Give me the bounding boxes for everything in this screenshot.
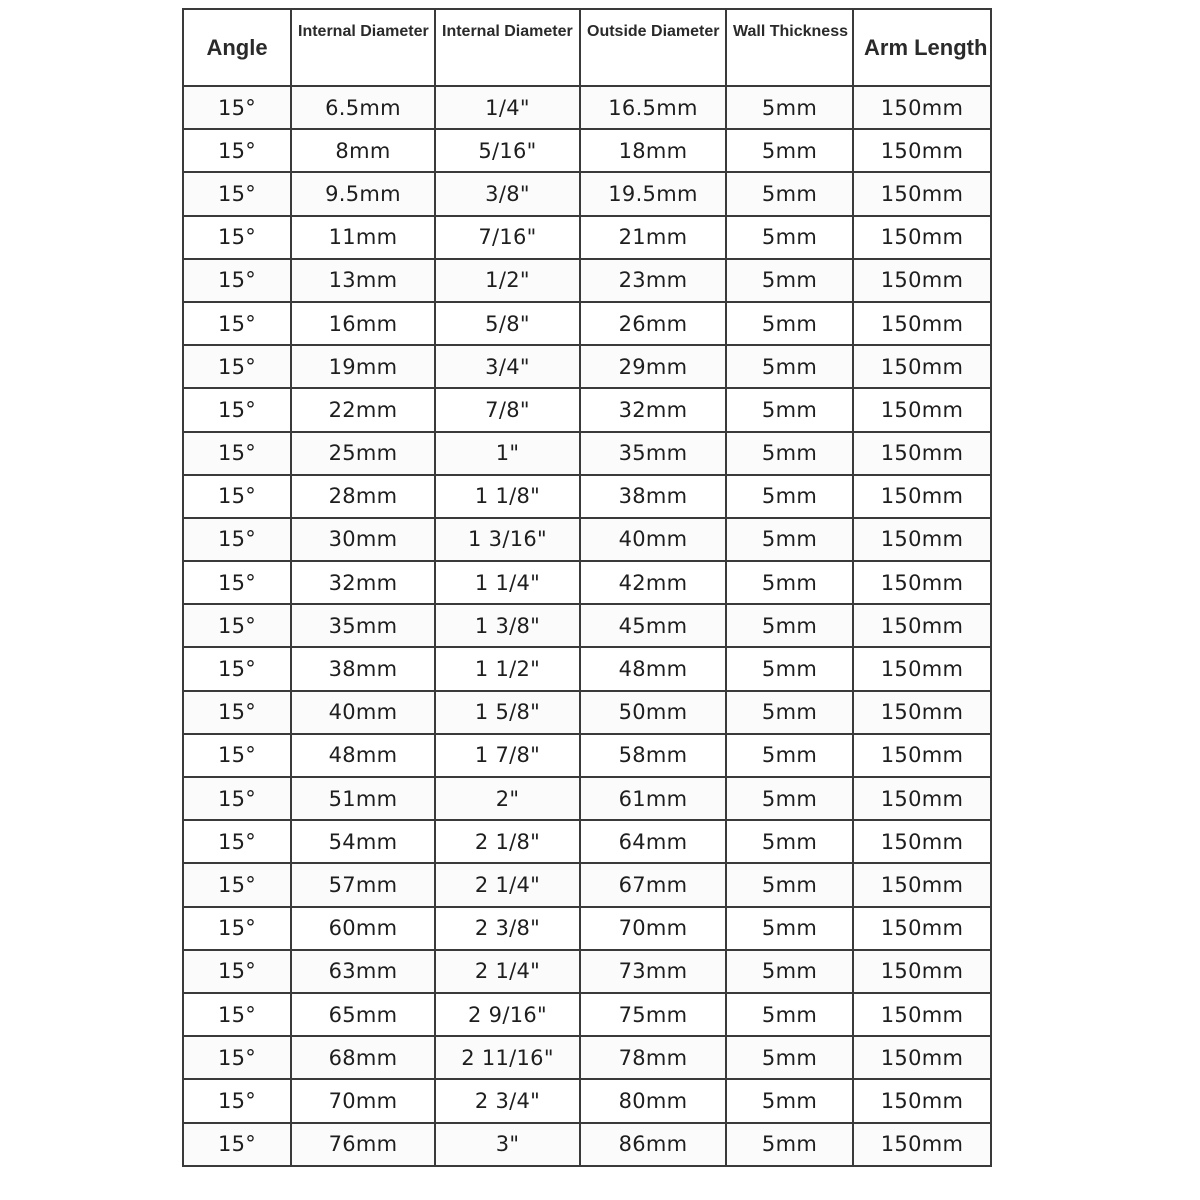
angle-cell: 15° [183, 647, 291, 690]
internal-diameter-mm-cell: 60mm [291, 907, 435, 950]
internal-diameter-mm-cell: 70mm [291, 1079, 435, 1122]
arm-length-cell: 150mm [853, 734, 991, 777]
internal-diameter-mm-cell: 8mm [291, 129, 435, 172]
internal-diameter-inch-cell: 1 5/8" [435, 691, 580, 734]
table-row [183, 993, 991, 1036]
internal-diameter-inch-cell: 1 3/16" [435, 518, 580, 561]
internal-diameter-inch-cell: 5/16" [435, 129, 580, 172]
internal-diameter-inch-cell: 2 1/8" [435, 820, 580, 863]
angle-cell: 15° [183, 561, 291, 604]
internal-diameter-inch-cell: 1 3/8" [435, 604, 580, 647]
internal-diameter-inch-cell: 2 1/4" [435, 950, 580, 993]
internal-diameter-mm-cell: 32mm [291, 561, 435, 604]
internal-diameter-mm-cell: 65mm [291, 993, 435, 1036]
arm-length-cell: 150mm [853, 863, 991, 906]
table-row [183, 86, 991, 129]
internal-diameter-inch-cell: 5/8" [435, 302, 580, 345]
outside-diameter-cell: 32mm [580, 388, 726, 431]
internal-diameter-inch-cell: 7/8" [435, 388, 580, 431]
wall-thickness-cell: 5mm [726, 950, 853, 993]
internal-diameter-mm-cell: 51mm [291, 777, 435, 820]
internal-diameter-inch-cell: 2 9/16" [435, 993, 580, 1036]
arm-length-cell: 150mm [853, 475, 991, 518]
wall-thickness-cell: 5mm [726, 734, 853, 777]
outside-diameter-cell: 26mm [580, 302, 726, 345]
specification-table [182, 8, 992, 1167]
table-row [183, 734, 991, 777]
internal-diameter-mm-cell: 11mm [291, 216, 435, 259]
wall-thickness-cell: 5mm [726, 1079, 853, 1122]
table-row [183, 432, 991, 475]
wall-thickness-cell: 5mm [726, 129, 853, 172]
arm-length-cell: 150mm [853, 561, 991, 604]
outside-diameter-cell: 73mm [580, 950, 726, 993]
table-row [183, 907, 991, 950]
table-row [183, 950, 991, 993]
wall-thickness-cell: 5mm [726, 259, 853, 302]
wall-thickness-cell: 5mm [726, 820, 853, 863]
outside-diameter-cell: 38mm [580, 475, 726, 518]
outside-diameter-cell: 35mm [580, 432, 726, 475]
wall-thickness-cell: 5mm [726, 388, 853, 431]
table-row [183, 216, 991, 259]
outside-diameter-cell: 16.5mm [580, 86, 726, 129]
outside-diameter-cell: 42mm [580, 561, 726, 604]
outside-diameter-cell: 75mm [580, 993, 726, 1036]
table-row [183, 172, 991, 215]
arm-length-cell: 150mm [853, 993, 991, 1036]
internal-diameter-mm-cell: 40mm [291, 691, 435, 734]
header-internal-diameter-metric: Internal Diameter [291, 9, 435, 86]
table-row [183, 259, 991, 302]
internal-diameter-inch-cell: 1/4" [435, 86, 580, 129]
wall-thickness-cell: 5mm [726, 345, 853, 388]
internal-diameter-mm-cell: 28mm [291, 475, 435, 518]
internal-diameter-mm-cell: 76mm [291, 1123, 435, 1166]
angle-cell: 15° [183, 345, 291, 388]
angle-cell: 15° [183, 129, 291, 172]
header-outside-diameter: Outside Diameter [580, 9, 726, 86]
internal-diameter-mm-cell: 63mm [291, 950, 435, 993]
wall-thickness-cell: 5mm [726, 561, 853, 604]
outside-diameter-cell: 70mm [580, 907, 726, 950]
outside-diameter-cell: 58mm [580, 734, 726, 777]
table-row [183, 1123, 991, 1166]
wall-thickness-cell: 5mm [726, 863, 853, 906]
internal-diameter-mm-cell: 6.5mm [291, 86, 435, 129]
wall-thickness-cell: 5mm [726, 907, 853, 950]
internal-diameter-inch-cell: 1" [435, 432, 580, 475]
wall-thickness-cell: 5mm [726, 1123, 853, 1166]
arm-length-cell: 150mm [853, 518, 991, 561]
wall-thickness-cell: 5mm [726, 302, 853, 345]
wall-thickness-cell: 5mm [726, 777, 853, 820]
table-row [183, 777, 991, 820]
arm-length-cell: 150mm [853, 691, 991, 734]
outside-diameter-cell: 78mm [580, 1036, 726, 1079]
internal-diameter-inch-cell: 2 11/16" [435, 1036, 580, 1079]
arm-length-cell: 150mm [853, 259, 991, 302]
internal-diameter-inch-cell: 3" [435, 1123, 580, 1166]
internal-diameter-mm-cell: 22mm [291, 388, 435, 431]
wall-thickness-cell: 5mm [726, 993, 853, 1036]
table-row [183, 647, 991, 690]
header-arm-length: Arm Length [853, 9, 991, 86]
outside-diameter-cell: 67mm [580, 863, 726, 906]
angle-cell: 15° [183, 518, 291, 561]
header-row [183, 9, 991, 86]
table-row [183, 1036, 991, 1079]
table-row [183, 1079, 991, 1122]
internal-diameter-inch-cell: 3/4" [435, 345, 580, 388]
arm-length-cell: 150mm [853, 388, 991, 431]
internal-diameter-inch-cell: 2 3/4" [435, 1079, 580, 1122]
wall-thickness-cell: 5mm [726, 691, 853, 734]
internal-diameter-mm-cell: 30mm [291, 518, 435, 561]
wall-thickness-cell: 5mm [726, 216, 853, 259]
outside-diameter-cell: 61mm [580, 777, 726, 820]
internal-diameter-inch-cell: 1 1/2" [435, 647, 580, 690]
angle-cell: 15° [183, 475, 291, 518]
internal-diameter-mm-cell: 9.5mm [291, 172, 435, 215]
internal-diameter-inch-cell: 2 1/4" [435, 863, 580, 906]
angle-cell: 15° [183, 1123, 291, 1166]
outside-diameter-cell: 48mm [580, 647, 726, 690]
internal-diameter-inch-cell: 1 1/4" [435, 561, 580, 604]
arm-length-cell: 150mm [853, 302, 991, 345]
internal-diameter-mm-cell: 38mm [291, 647, 435, 690]
arm-length-cell: 150mm [853, 647, 991, 690]
wall-thickness-cell: 5mm [726, 432, 853, 475]
outside-diameter-cell: 50mm [580, 691, 726, 734]
internal-diameter-mm-cell: 48mm [291, 734, 435, 777]
angle-cell: 15° [183, 259, 291, 302]
table-row [183, 388, 991, 431]
internal-diameter-inch-cell: 1/2" [435, 259, 580, 302]
table-row [183, 561, 991, 604]
arm-length-cell: 150mm [853, 604, 991, 647]
angle-cell: 15° [183, 302, 291, 345]
angle-cell: 15° [183, 216, 291, 259]
angle-cell: 15° [183, 734, 291, 777]
internal-diameter-mm-cell: 13mm [291, 259, 435, 302]
wall-thickness-cell: 5mm [726, 475, 853, 518]
outside-diameter-cell: 18mm [580, 129, 726, 172]
wall-thickness-cell: 5mm [726, 518, 853, 561]
outside-diameter-cell: 29mm [580, 345, 726, 388]
angle-cell: 15° [183, 691, 291, 734]
internal-diameter-inch-cell: 2" [435, 777, 580, 820]
arm-length-cell: 150mm [853, 820, 991, 863]
arm-length-cell: 150mm [853, 86, 991, 129]
outside-diameter-cell: 80mm [580, 1079, 726, 1122]
internal-diameter-mm-cell: 68mm [291, 1036, 435, 1079]
outside-diameter-cell: 23mm [580, 259, 726, 302]
outside-diameter-cell: 64mm [580, 820, 726, 863]
angle-cell: 15° [183, 907, 291, 950]
internal-diameter-inch-cell: 2 3/8" [435, 907, 580, 950]
angle-cell: 15° [183, 432, 291, 475]
arm-length-cell: 150mm [853, 129, 991, 172]
table-row [183, 518, 991, 561]
table-row [183, 345, 991, 388]
wall-thickness-cell: 5mm [726, 86, 853, 129]
angle-cell: 15° [183, 388, 291, 431]
arm-length-cell: 150mm [853, 345, 991, 388]
wall-thickness-cell: 5mm [726, 172, 853, 215]
header-angle: Angle [183, 9, 291, 86]
internal-diameter-mm-cell: 54mm [291, 820, 435, 863]
table-row [183, 691, 991, 734]
outside-diameter-cell: 19.5mm [580, 172, 726, 215]
arm-length-cell: 150mm [853, 172, 991, 215]
internal-diameter-mm-cell: 35mm [291, 604, 435, 647]
internal-diameter-inch-cell: 7/16" [435, 216, 580, 259]
table-row [183, 475, 991, 518]
table-row [183, 129, 991, 172]
internal-diameter-inch-cell: 1 1/8" [435, 475, 580, 518]
table-row [183, 302, 991, 345]
arm-length-cell: 150mm [853, 1123, 991, 1166]
table-row [183, 820, 991, 863]
angle-cell: 15° [183, 1036, 291, 1079]
outside-diameter-cell: 40mm [580, 518, 726, 561]
angle-cell: 15° [183, 863, 291, 906]
wall-thickness-cell: 5mm [726, 604, 853, 647]
arm-length-cell: 150mm [853, 950, 991, 993]
angle-cell: 15° [183, 1079, 291, 1122]
angle-cell: 15° [183, 86, 291, 129]
table-row [183, 863, 991, 906]
arm-length-cell: 150mm [853, 777, 991, 820]
arm-length-cell: 150mm [853, 216, 991, 259]
internal-diameter-inch-cell: 1 7/8" [435, 734, 580, 777]
angle-cell: 15° [183, 777, 291, 820]
table-row [183, 604, 991, 647]
arm-length-cell: 150mm [853, 1079, 991, 1122]
wall-thickness-cell: 5mm [726, 1036, 853, 1079]
internal-diameter-mm-cell: 57mm [291, 863, 435, 906]
angle-cell: 15° [183, 950, 291, 993]
angle-cell: 15° [183, 820, 291, 863]
angle-cell: 15° [183, 172, 291, 215]
internal-diameter-mm-cell: 25mm [291, 432, 435, 475]
arm-length-cell: 150mm [853, 907, 991, 950]
outside-diameter-cell: 45mm [580, 604, 726, 647]
angle-cell: 15° [183, 604, 291, 647]
angle-cell: 15° [183, 993, 291, 1036]
header-wall-thickness: Wall Thickness [726, 9, 853, 86]
internal-diameter-mm-cell: 19mm [291, 345, 435, 388]
outside-diameter-cell: 21mm [580, 216, 726, 259]
internal-diameter-inch-cell: 3/8" [435, 172, 580, 215]
wall-thickness-cell: 5mm [726, 647, 853, 690]
table-body [183, 86, 991, 1166]
outside-diameter-cell: 86mm [580, 1123, 726, 1166]
arm-length-cell: 150mm [853, 432, 991, 475]
header-internal-diameter-imperial: Internal Diameter [435, 9, 580, 86]
arm-length-cell: 150mm [853, 1036, 991, 1079]
internal-diameter-mm-cell: 16mm [291, 302, 435, 345]
